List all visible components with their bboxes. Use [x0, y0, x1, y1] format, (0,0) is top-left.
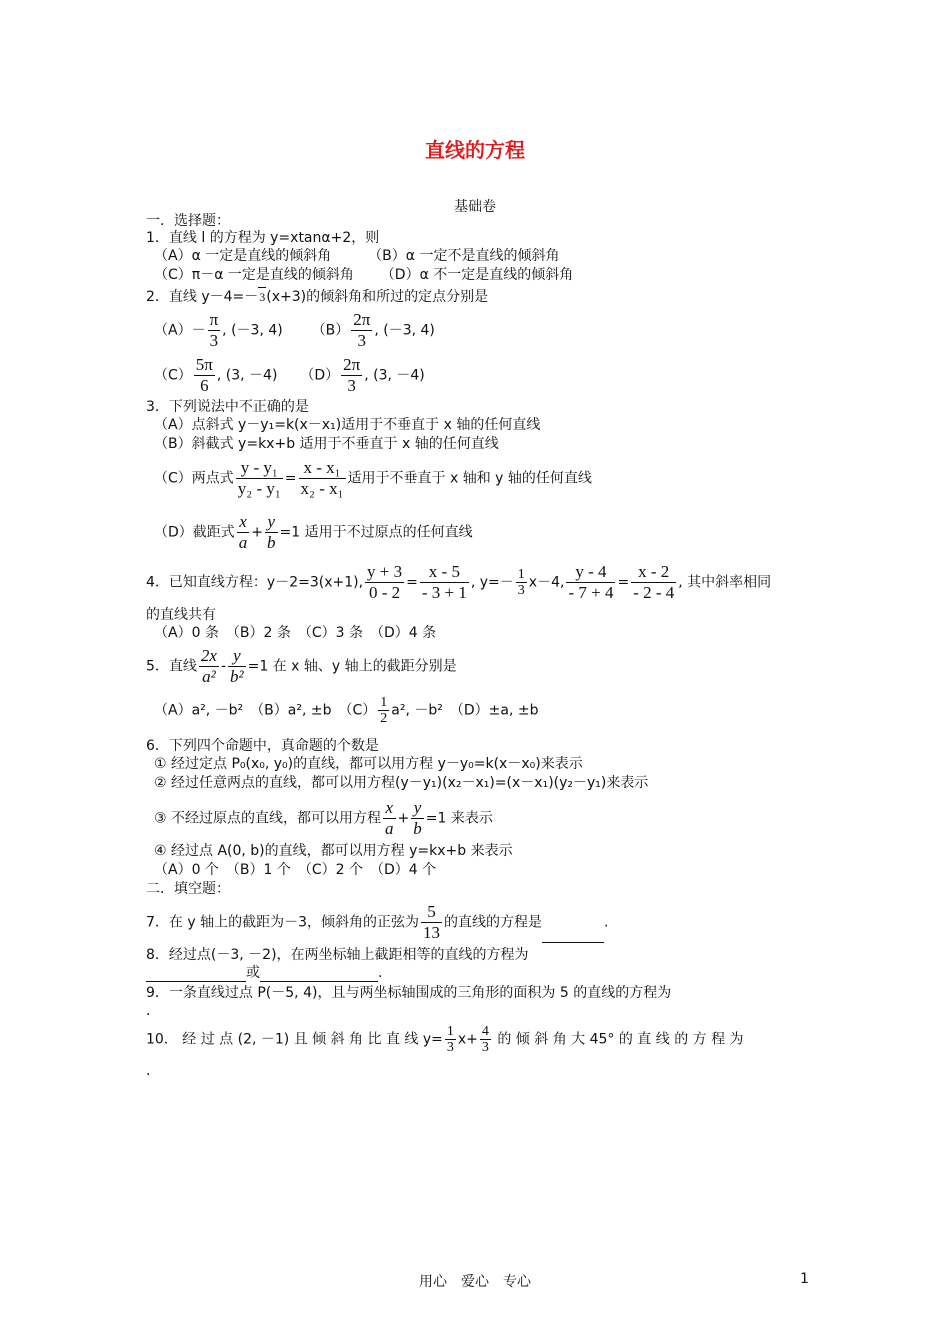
section-heading-fill: 二．填空题： [146, 881, 230, 897]
q6-item-2: ② 经过任意两点的直线，都可以用方程(y－y₁)(x₂－x₁)=(x－x₁)(y₂－y₁)来表示 [154, 775, 649, 791]
fraction: $\frac{y}{b}$ [267, 512, 276, 552]
fraction: $\frac{2x}{\text{a²}}$ [200, 646, 217, 686]
fraction: $\frac{x}{a}$ [238, 512, 248, 552]
q2-options-ab: （A）－ $\frac{\pi}{3}$ , (－3, 4) （B） $\frac{2\pi}{3}$ , (－3, 4) [154, 310, 435, 350]
fraction: $\frac{2\pi}{3}$ [353, 310, 371, 350]
fraction: $\frac{5\pi}{6}$ [195, 355, 213, 395]
q5-options: （A）a², －b² （B）a², ±b （C） $\frac{1}{2}$ a², －b² （D）±a, ±b [154, 695, 539, 726]
q4-options: （A）0 条 （B）2 条 （C）3 条 （D）4 条 [154, 625, 437, 641]
q2-stem: 2．直线 y－4=－3(x+3)的倾斜角和所过的定点分别是 [146, 289, 489, 305]
fraction: $\frac{x - 2}{- 2 - 4}$ [633, 562, 675, 602]
q3-option-b: （B）斜截式 y=kx+b 适用于不垂直于 x 轴的任何直线 [154, 436, 499, 452]
q7-stem: 7．在 y 轴上的截距为－3，倾斜角的正弦为 $\frac{5}{13}$ 的直线的方程是 . [146, 902, 609, 942]
fraction: $\frac{\text{x - x₁}}{\text{x₂ - x₁}}$ [300, 458, 344, 498]
q9-end: . [146, 1003, 151, 1019]
fraction: $\frac{4}{3}$ [481, 1024, 489, 1055]
q1-stem: 1．直线 l 的方程为 y=xtanα+2，则 [146, 230, 380, 246]
fraction: $\frac{y}{b}$ [413, 798, 422, 838]
q3-option-d: （D）截距式 $\frac{x}{a}$ + $\frac{y}{b}$ =1 适用于不过原点的任何直线 [154, 512, 473, 552]
fraction: $\frac{x}{a}$ [385, 798, 394, 838]
q10-stem: 10． 经 过 点 (2, －1) 且 倾 斜 角 比 直 线 y= $\frac{1}{3}$ x+ $\frac{4}{3}$ 的 倾 斜 角 大 45° 的 直 线 的 方 程 为 [146, 1024, 744, 1055]
answer-blank[interactable] [146, 965, 246, 982]
q6-item-1: ① 经过定点 P₀(x₀, y₀)的直线，都可以用方程 y－y₀=k(x－x₀)来表示 [154, 756, 583, 772]
q4-stem: 4．已知直线方程：y－2=3(x+1), $\frac{y + 3}{0 - 2}$ = $\frac{x - 5}{- 3 + 1}$ , y=－ $\frac{1}{3}$ x－4, $\frac{y - 4}{- 7 + 4}$ = $\frac{x - 2}{- 2 - 4}$ , 其中斜率相同 [146, 562, 772, 602]
answer-blank[interactable] [542, 926, 604, 943]
fraction: $\frac{1}{3}$ [446, 1024, 454, 1055]
q6-item-3: ③ 不经过原点的直线，都可以用方程 $\frac{x}{a}$ + $\frac{y}{b}$ =1 来表示 [154, 798, 493, 838]
q2-options-cd: （C） $\frac{5\pi}{6}$ , (3, －4) （D） $\frac{2\pi}{3}$ , (3, －4) [154, 355, 425, 395]
page-subtitle: 基础卷 [454, 199, 496, 215]
q9-stem: 9．一条直线过点 P(－5, 4)，且与两坐标轴围成的三角形的面积为 5 的直线的方程为 [146, 985, 672, 1001]
fraction: $\frac{1}{2}$ [380, 695, 388, 726]
q6-stem: 6．下列四个命题中，真命题的个数是 [146, 738, 379, 754]
fraction: $\frac{y + 3}{0 - 2}$ [367, 562, 403, 602]
fraction: $\frac{1}{3}$ [517, 567, 525, 598]
q6-item-4: ④ 经过点 A(0, b)的直线，都可以用方程 y=kx+b 来表示 [154, 843, 513, 859]
q8-stem: 8．经过点(－3, －2)，在两坐标轴上截距相等的直线的方程为 [146, 947, 529, 963]
fraction: $\frac{5}{13}$ [423, 902, 440, 942]
q1-options-ab [154, 247, 559, 265]
page-title: 直线的方程 [425, 138, 525, 162]
q1-option-a: （A）α 一定是直线的倾斜角 [154, 248, 332, 264]
fraction: $\frac{2\pi}{3}$ [343, 355, 361, 395]
fraction: $\frac{x - 5}{- 3 + 1}$ [421, 562, 467, 602]
section-heading-choice: 一．选择题： [146, 213, 230, 229]
q1-option-c: （C）π－α 一定是直线的倾斜角 [154, 267, 354, 283]
page-number: 1 [800, 1271, 809, 1287]
answer-blank[interactable] [260, 965, 378, 982]
q10-end: . [146, 1063, 151, 1079]
q1-options-cd [154, 266, 573, 284]
fraction: $\frac{y - 4}{- 7 + 4}$ [568, 562, 614, 602]
fraction: $\frac{y}{\text{b²}}$ [230, 646, 244, 686]
q4-stem-line2: 的直线共有 [146, 607, 216, 623]
q1-option-d: （D）α 不一定是直线的倾斜角 [380, 267, 574, 283]
q5-stem: 5．直线 $\frac{2x}{\text{a²}}$ - $\frac{y}{\text{b²}}$ =1 在 x 轴、y 轴上的截距分别是 [146, 646, 457, 686]
q8-answers: 或 . [146, 964, 382, 982]
sqrt-3: 3 [258, 287, 266, 306]
page-footer: 用心 爱心 专心 [419, 1274, 531, 1290]
q3-stem: 3．下列说法中不正确的是 [146, 399, 309, 415]
fraction: $\frac{\pi}{3}$ [209, 310, 219, 350]
fraction: $\frac{\text{y - y₁}}{\text{y₂ - y₁}}$ [237, 458, 281, 498]
q6-options: （A）0 个 （B）1 个 （C）2 个 （D）4 个 [154, 862, 437, 878]
q3-option-a: （A）点斜式 y－y₁=k(x－x₁)适用于不垂直于 x 轴的任何直线 [154, 417, 541, 433]
q3-option-c: （C）两点式 $\frac{\text{y - y₁}}{\text{y₂ - y₁}}$ = $\frac{\text{x - x₁}}{\text{x₂ - x₁}}$ 适用于不垂直于 x 轴和 y 轴的任何直线 [154, 458, 592, 498]
q1-option-b: （B）α 一定不是直线的倾斜角 [368, 248, 560, 264]
